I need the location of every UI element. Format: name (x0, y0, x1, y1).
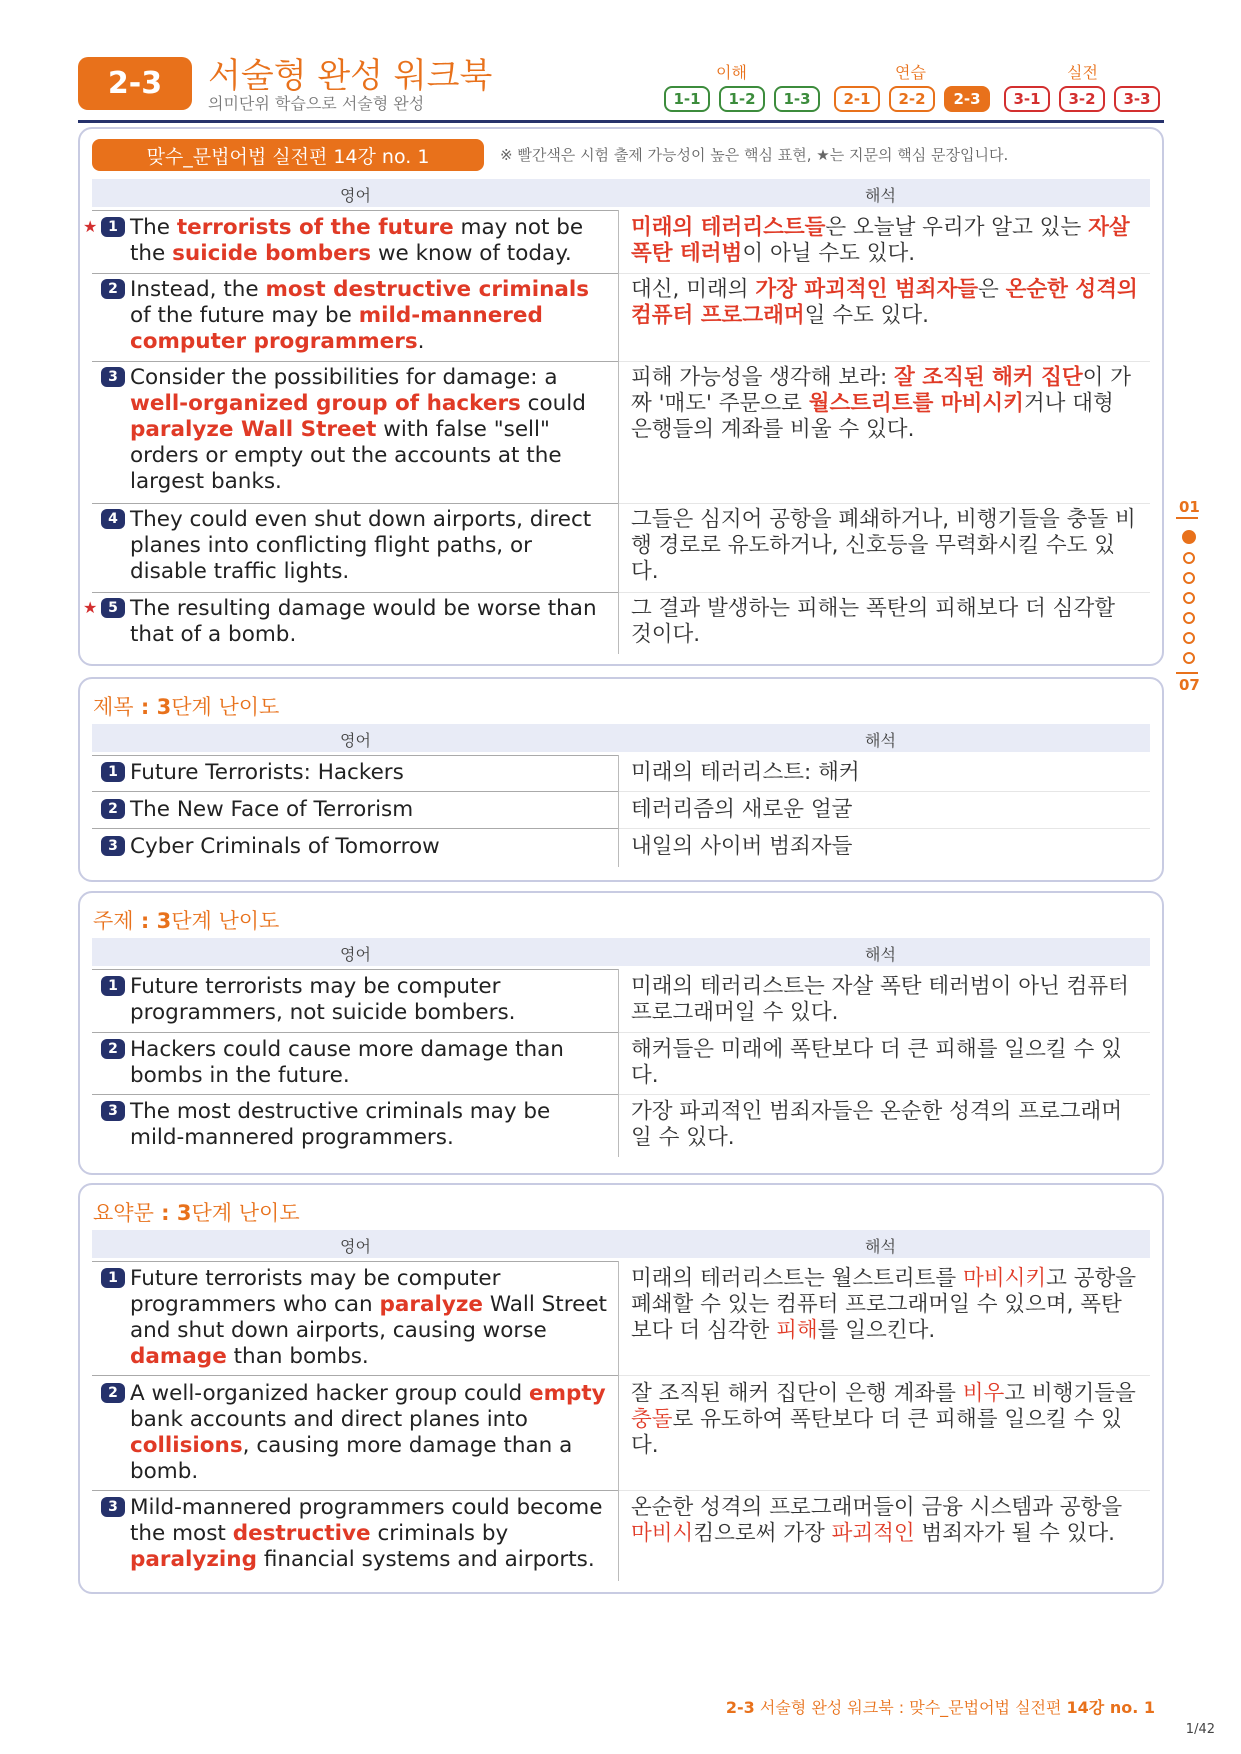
topic-option-ko-1: 미래의 테러리스트는 자살 폭탄 테러범이 아닌 컴퓨터 프로그래머일 수 있다. (631, 974, 1129, 1025)
key-expression: 잘 조직된 해커 집단 (894, 365, 1083, 390)
row-divider (619, 828, 1150, 829)
key-expression: suicide bombers (172, 241, 372, 266)
passage-ko-2: 대신, 미래의 가장 파괴적인 범죄자들은 온순한 성격의 컴퓨터 프로그래머일 수도 있다. (631, 277, 1138, 328)
option-number: 3 (101, 836, 125, 856)
topic-option-en-1: Future terrorists may be computer programmers, not suicide bombers. (130, 974, 516, 1025)
title-option-en-2: The New Face of Terrorism (130, 797, 414, 822)
row-divider (92, 1094, 618, 1095)
section-suffix: 단계 난이도 (191, 1201, 300, 1225)
key-expression: 비우 (962, 1381, 1005, 1406)
passage-ko-5: 그 결과 발생하는 피해는 폭탄의 피해보다 더 심각할 것이다. (631, 596, 1115, 647)
topic-option-ko-3: 가장 파괴적인 범죄자들은 온순한 성격의 프로그래머일 수 있다. (631, 1099, 1123, 1150)
row-divider (92, 828, 618, 829)
column-divider (618, 969, 619, 1157)
side-nav-dot-4[interactable] (1183, 592, 1195, 604)
key-expression: 월스트리트를 마비시키 (808, 391, 1024, 416)
side-nav-dot-7[interactable] (1183, 652, 1195, 664)
column-header (92, 938, 1150, 966)
row-divider (92, 592, 618, 593)
legend-note: ※ 빨간색은 시험 출제 가능성이 높은 핵심 표현, ★는 지문의 핵심 문장입니다. (500, 146, 1009, 164)
key-expression: most destructive criminals (265, 277, 590, 302)
section-level: 3 (176, 1201, 192, 1225)
step-tab-1-2[interactable]: 1-2 (719, 86, 765, 112)
option-number: 2 (101, 1383, 125, 1403)
key-expression: mild-mannered computer programmers (130, 303, 543, 354)
row-divider (619, 1375, 1150, 1376)
column-english: 영어 (340, 945, 371, 964)
column-korean: 해석 (865, 945, 896, 964)
column-korean: 해석 (865, 1237, 896, 1256)
column-header (92, 724, 1150, 752)
side-nav-dot-5[interactable] (1183, 612, 1195, 624)
key-sentence-star-icon: ★ (83, 217, 98, 236)
row-divider (92, 1375, 618, 1376)
page-subtitle: 의미단위 학습으로 서술형 완성 (208, 94, 425, 113)
key-expression: 충돌 (631, 1407, 673, 1432)
page-number: 1/42 (1185, 1722, 1215, 1737)
option-number: 3 (101, 1497, 125, 1517)
step-tab-1-1[interactable]: 1-1 (664, 86, 710, 112)
row-divider (92, 210, 618, 211)
sentence-number: 4 (101, 509, 125, 529)
key-expression: 파괴적인 (831, 1521, 915, 1546)
column-header (92, 1230, 1150, 1258)
step-tab-3-1[interactable]: 3-1 (1004, 86, 1050, 112)
title-option-en-1: Future Terrorists: Hackers (130, 760, 404, 785)
title-option-ko-1: 미래의 테러리스트: 해커 (631, 760, 860, 785)
passage-en-3: Consider the possibilities for damage: a well-organized group of hackers could paralyze Wall Street with false "sell" orders or empty out the accounts at the largest banks. (130, 365, 586, 494)
title-option-ko-3: 내일의 사이버 범죄자들 (631, 834, 853, 859)
section-label: 요약문 (93, 1201, 154, 1225)
key-expression: empty (529, 1381, 606, 1406)
sentence-number: 5 (101, 598, 125, 618)
column-divider (618, 1261, 619, 1581)
step-tab-2-3[interactable]: 2-3 (944, 86, 990, 112)
step-tab-2-1[interactable]: 2-1 (834, 86, 880, 112)
page-footer (726, 1695, 1155, 1718)
section-label: 제목 (93, 695, 134, 719)
side-nav-dot-1[interactable] (1182, 530, 1196, 544)
step-tab-1-3[interactable]: 1-3 (774, 86, 820, 112)
section-summary-heading: 요약문 : 3단계 난이도 (93, 1201, 300, 1225)
row-divider (92, 1261, 618, 1262)
key-expression: 마비시 (631, 1521, 694, 1546)
row-divider (92, 1032, 618, 1033)
column-korean: 해석 (865, 731, 896, 750)
section-level: 3 (156, 909, 172, 933)
row-divider (619, 503, 1150, 504)
option-number: 2 (101, 799, 125, 819)
side-nav-dot-6[interactable] (1183, 632, 1195, 644)
key-sentence-star-icon: ★ (83, 598, 98, 617)
option-number: 1 (101, 762, 125, 782)
column-header (92, 179, 1150, 207)
title-option-ko-2: 테러리즘의 새로운 얼굴 (631, 797, 853, 822)
key-expression: collisions (130, 1433, 243, 1458)
summary-option-en-2: A well-organized hacker group could empty bank accounts and direct planes into collisions, causing more damage than a bomb. (130, 1381, 606, 1484)
passage-en-4: They could even shut down airports, direct planes into conflicting flight paths, or disable traffic lights. (130, 507, 592, 584)
footer-code: 2-3 (725, 1698, 755, 1717)
row-divider (619, 273, 1150, 274)
key-expression: 미래의 테러리스트들 (631, 215, 826, 240)
key-expression: damage (130, 1344, 227, 1369)
summary-option-ko-2: 잘 조직된 해커 집단이 은행 계좌를 비우고 비행기들을 충돌로 유도하여 폭탄보다 더 큰 피해를 일으킬 수 있다. (631, 1381, 1136, 1458)
key-expression: destructive (232, 1521, 371, 1546)
step-tab-3-3[interactable]: 3-3 (1114, 86, 1160, 112)
row-divider (92, 361, 618, 362)
topic-option-en-2: Hackers could cause more damage than bombs in the future. (130, 1037, 564, 1088)
key-expression: 자살 폭탄 테러범 (631, 215, 1130, 266)
group-label-understand: 이해 (716, 63, 747, 82)
key-expression: terrorists of the future (176, 215, 454, 240)
passage-en-5: The resulting damage would be worse than that of a bomb. (130, 596, 597, 647)
section-level: 3 (156, 695, 172, 719)
row-divider (92, 1490, 618, 1491)
passage-en-1: The terrorists of the future may not be the suicide bombers we know of today. (130, 215, 584, 266)
group-label-practice: 연습 (895, 63, 926, 82)
key-expression: paralyze (379, 1292, 483, 1317)
step-tab-3-2[interactable]: 3-2 (1059, 86, 1105, 112)
passage-ko-3: 피해 가능성을 생각해 보라: 잘 조직된 해커 집단이 가짜 '매도' 주문으로 월스트리트를 마비시키거나 대형 은행들의 계좌를 비울 수 있다. (631, 365, 1132, 442)
passage-ko-1: 미래의 테러리스트들은 오늘날 우리가 알고 있는 자살 폭탄 테러범이 아닐 수도 있다. (631, 215, 1130, 266)
sentence-number: 3 (101, 367, 125, 387)
key-expression: well-organized group of hackers (130, 391, 521, 416)
footer-bold: 14강 no. 1 (1066, 1698, 1155, 1717)
title-option-en-3: Cyber Criminals of Tomorrow (130, 834, 440, 859)
key-expression: 온순한 성격의 컴퓨터 프로그래머 (631, 277, 1138, 328)
row-divider (619, 1032, 1150, 1033)
lesson-tag: 맞수_문법어법 실전편 14강 no. 1 (92, 139, 484, 171)
summary-option-ko-3: 온순한 성격의 프로그래머들이 금융 시스템과 공항을 마비시킴으로써 가장 파괴적인 범죄자가 될 수 있다. (631, 1495, 1123, 1546)
side-nav-line (1176, 517, 1198, 519)
key-expression: 가장 파괴적인 범죄자들 (755, 277, 979, 302)
summary-option-en-3: Mild-mannered programmers could become the most destructive criminals by paralyzing financial systems and airports. (130, 1495, 603, 1572)
row-divider (619, 791, 1150, 792)
key-expression: 마비시키 (963, 1266, 1047, 1291)
header-rule (78, 120, 1164, 123)
section-suffix: 단계 난이도 (171, 909, 280, 933)
section-title-heading: 제목 : 3단계 난이도 (93, 695, 280, 719)
row-divider (619, 1094, 1150, 1095)
option-number: 3 (101, 1101, 125, 1121)
option-number: 1 (101, 1268, 125, 1288)
side-nav-line (1176, 672, 1198, 674)
section-suffix: 단계 난이도 (171, 695, 280, 719)
passage-en-2: Instead, the most destructive criminals of the future may be mild-mannered computer programmers. (130, 277, 590, 354)
row-divider (92, 791, 618, 792)
row-divider (619, 1490, 1150, 1491)
section-topic-heading: 주제 : 3단계 난이도 (93, 909, 280, 933)
column-english: 영어 (340, 1237, 371, 1256)
side-nav-dot-3[interactable] (1183, 572, 1195, 584)
topic-option-en-3: The most destructive criminals may be mild-mannered programmers. (130, 1099, 551, 1150)
column-korean: 해석 (865, 186, 896, 205)
key-expression: paralyze Wall Street (130, 417, 377, 442)
column-english: 영어 (340, 731, 371, 750)
row-divider (92, 969, 618, 970)
column-divider (618, 210, 619, 654)
row-divider (92, 755, 618, 756)
passage-ko-4: 그들은 심지어 공항을 폐쇄하거나, 비행기들을 충돌 비행 경로로 유도하거나, 신호등을 무력화시킬 수도 있다. (631, 507, 1136, 584)
option-number: 2 (101, 1039, 125, 1059)
row-divider (619, 592, 1150, 593)
row-divider (92, 273, 618, 274)
sentence-number: 2 (101, 279, 125, 299)
group-label-actual: 실전 (1067, 63, 1098, 82)
summary-option-ko-1: 미래의 테러리스트는 월스트리트를 마비시키고 공항을 폐쇄할 수 있는 컴퓨터 프로그래머일 수 있으며, 폭탄보다 더 심각한 피해를 일으킨다. (631, 1266, 1137, 1343)
side-nav-first: 01 (1179, 498, 1200, 516)
footer-text: 서술형 완성 워크북 : 맞수_문법어법 실전편 (759, 1698, 1067, 1717)
side-nav-dot-2[interactable] (1183, 552, 1195, 564)
page-title: 서술형 완성 워크북 (208, 56, 493, 96)
side-nav-last: 07 (1179, 676, 1200, 694)
column-divider (618, 755, 619, 867)
step-tab-2-2[interactable]: 2-2 (889, 86, 935, 112)
option-number: 1 (101, 976, 125, 996)
summary-option-en-1: Future terrorists may be computer programmers who can paralyze Wall Street and shut down airports, causing worse damage than bombs. (130, 1266, 607, 1369)
step-badge: 2-3 (78, 57, 192, 110)
column-english: 영어 (340, 186, 371, 205)
key-expression: paralyzing (130, 1547, 257, 1572)
key-expression: 피해 (776, 1318, 818, 1343)
section-label: 주제 (93, 909, 134, 933)
row-divider (92, 503, 618, 504)
sentence-number: 1 (101, 217, 125, 237)
topic-option-ko-2: 해커들은 미래에 폭탄보다 더 큰 피해를 일으킬 수 있다. (631, 1037, 1122, 1088)
row-divider (619, 361, 1150, 362)
